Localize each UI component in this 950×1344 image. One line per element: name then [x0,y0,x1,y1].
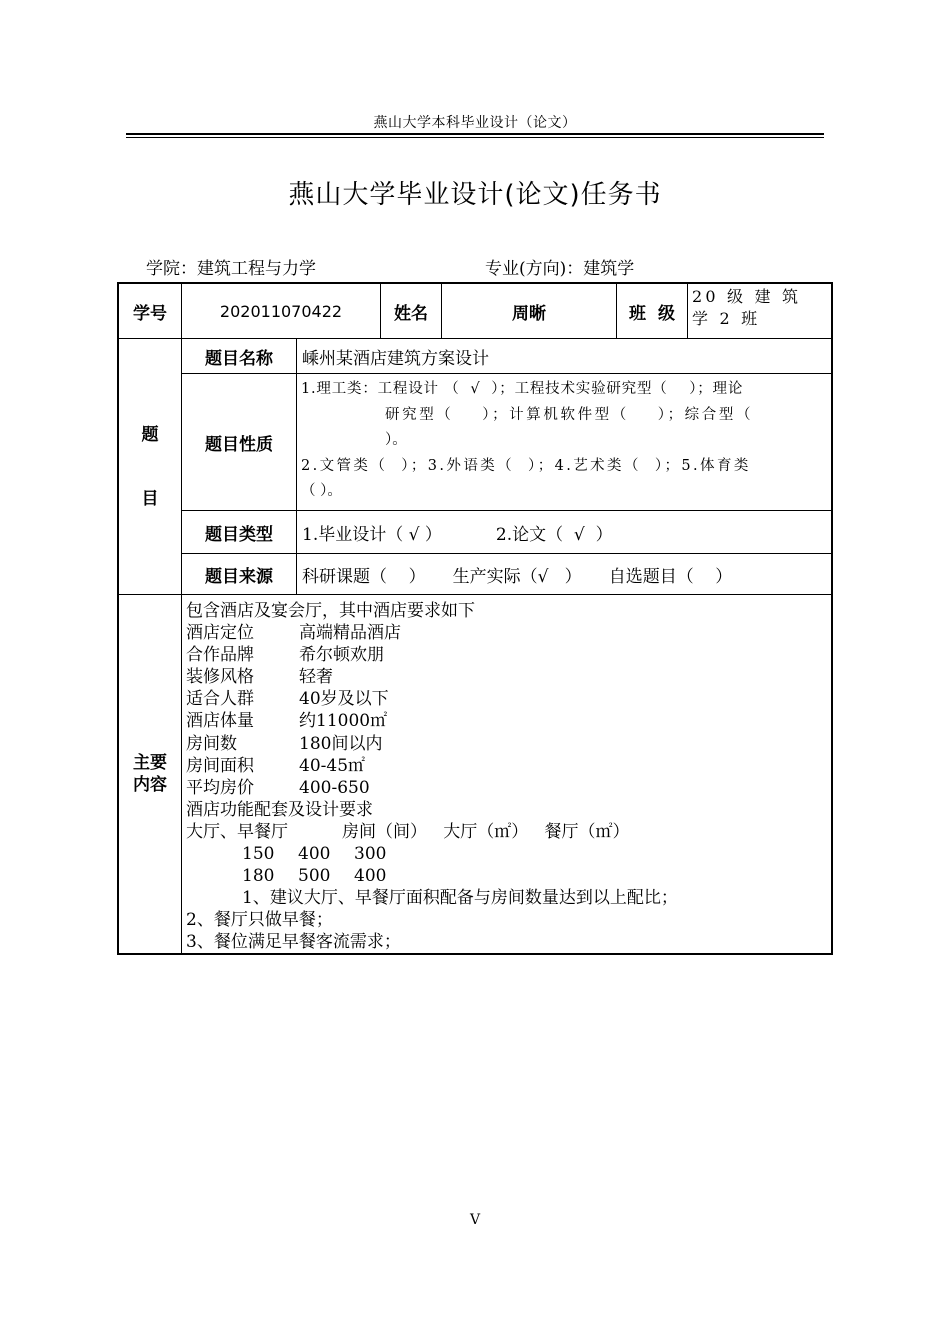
major-field: 专业(方向)：建筑学 [485,259,635,279]
hotel-spec-value: 高端精品酒店 [299,623,401,644]
topic-nature-line: （ ）。 [301,483,342,499]
ratio-cell: 400 [298,844,331,865]
hotel-spec-value: 180间以内 [299,733,383,754]
ratio-cell: 400 [354,866,387,887]
student-id-label: 学号 [133,303,167,324]
design-note: 1、建议大厅、早餐厅面积配备与房间数量达到以上配比； [242,888,678,909]
design-note: 3、餐位满足早餐客流需求； [186,932,401,953]
topic-nature-label: 题目性质 [205,434,273,455]
ratio-row [186,843,826,865]
topic-nature-line: 1.理工类：工程设计 （ √ ）；工程技术实验研究型（ ）；理论 [301,381,744,397]
hotel-spec-key: 合作品牌 [186,645,254,666]
ratio-cell: 150 [242,844,275,865]
hotel-spec-key: 酒店体量 [186,711,254,732]
hotel-spec-value: 40岁及以下 [299,689,389,710]
hotel-spec-value: 约11000㎡ [299,711,388,732]
hotel-spec-key: 平均房价 [186,777,254,798]
topic-group-label [119,339,181,594]
topic-nature-line: 研究型（ ）；计算机软件型（ ）；综合型（ [385,406,754,423]
hotel-spec-key: 适合人群 [186,689,254,710]
hotel-spec-row [186,622,826,644]
topic-name-label: 题目名称 [205,348,273,369]
task-table-grid [117,282,833,955]
ratio-cell: 300 [354,844,387,865]
page-number: V [469,1212,481,1228]
hotel-spec-row [186,777,826,799]
document-title: 燕山大学毕业设计(论文)任务书 [288,180,662,210]
topic-source-label: 题目来源 [205,566,273,587]
hotel-spec-value: 希尔顿欢朋 [299,645,384,666]
main-content-label [119,595,181,953]
name-label: 姓名 [394,303,428,324]
topic-type-value: 1.毕业设计（ √ ） 2.论文（ √ ） [302,524,613,545]
hotel-spec-key: 房间面积 [186,755,254,776]
running-header: 燕山大学本科毕业设计（论文） [373,115,577,131]
college-field: 学院：建筑工程与力学 [146,259,316,279]
class-value: 20 级 建 筑 学 2 班 [692,287,802,328]
topic-nature-line: 2.文管类（ ）；3.外语类（ ）；4.艺术类（ ）；5.体育类 [301,457,751,474]
hotel-spec-value: 400-650 [299,777,370,798]
design-note: 2、餐厅只做早餐； [186,910,333,931]
class-label: 班 级 [629,303,675,324]
header-rule [126,133,824,138]
hotel-spec-key: 酒店定位 [186,623,254,644]
topic-nature-value [297,374,831,510]
row-divider [119,594,831,595]
topic-type-label: 题目类型 [205,524,273,545]
main-content-intro: 包含酒店及宴会厅，其中酒店要求如下 [186,601,475,621]
topic-group-label-part: 目 [141,488,159,509]
design-notes [186,887,826,953]
hotel-spec-key: 装修风格 [186,667,254,688]
ratio-table [186,843,826,887]
name-value: 周晰 [512,303,546,324]
student-id-value: 202011070422 [219,301,343,321]
hotel-spec-list [186,622,826,799]
requirements-title: 酒店功能配套及设计要求 [186,799,373,820]
topic-source-value: 科研课题（ ） 生产实际（√ ） 自选题目（ ） [302,566,733,587]
hotel-spec-row [186,644,826,666]
topic-group-label-part: 题 [141,424,159,445]
ratio-row [186,865,826,887]
hotel-spec-row [186,733,826,755]
ratio-header: 大厅、早餐厅 房间（间） 大厅（㎡） 餐厅（㎡） [186,821,630,842]
hotel-spec-key: 房间数 [186,733,237,754]
ratio-cell: 180 [242,866,275,887]
hotel-spec-row [186,688,826,710]
hotel-spec-row [186,710,826,732]
hotel-spec-row [186,755,826,777]
hotel-spec-value: 40-45㎡ [299,755,366,776]
topic-nature-line: ）。 [385,432,407,448]
topic-name-value: 嵊州某酒店建筑方案设计 [302,348,489,369]
ratio-cell: 500 [298,866,331,887]
hotel-spec-value: 轻奢 [299,667,333,688]
hotel-spec-row [186,666,826,688]
main-content-label-part: 主要 [133,753,167,773]
main-content [186,600,826,954]
main-content-label-part: 内容 [133,775,167,795]
